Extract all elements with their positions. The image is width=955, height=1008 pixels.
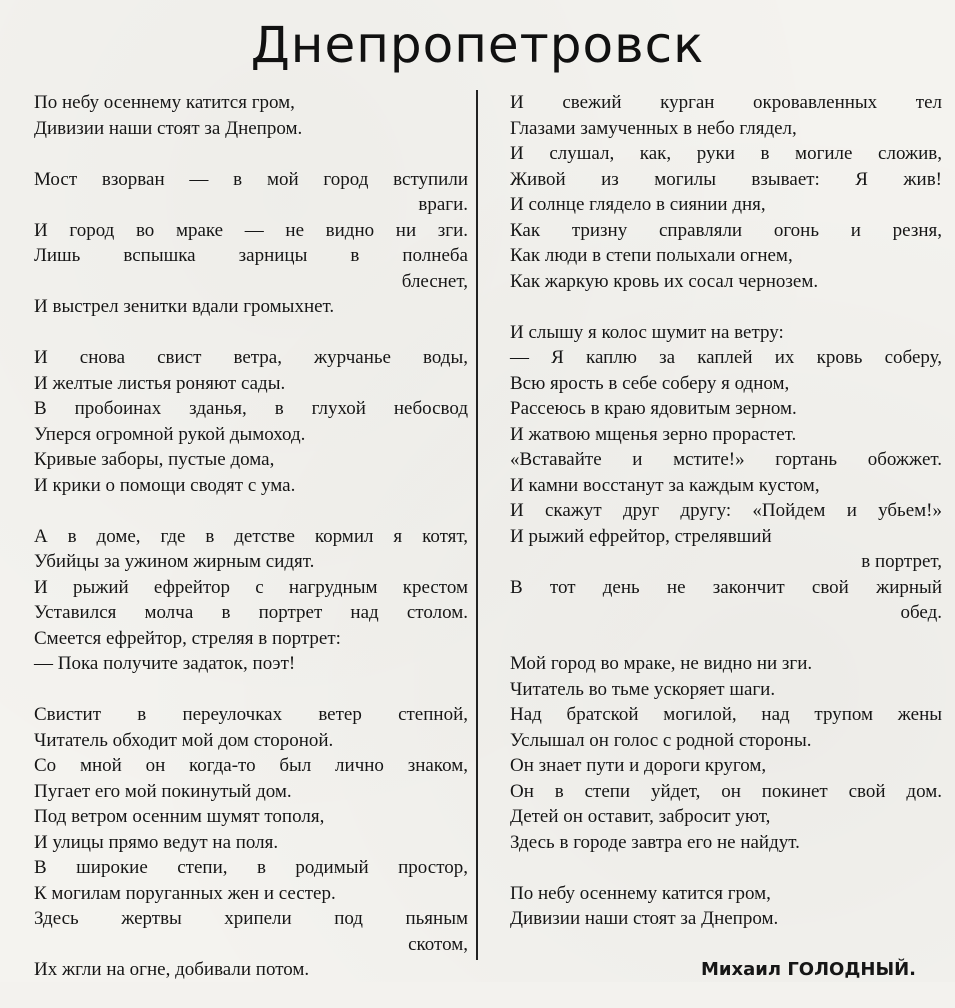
poem-line: И выстрел зенитки вдали громыхнет. [34,296,335,317]
poem-line: Под ветром осенним шумят тополя, [34,806,325,827]
poem-line: Он в степи уйдет, он покинет свой дом. [510,780,942,802]
poem-line: И слушал, как, руки в могиле сложив, [510,143,942,164]
poem-line: блеснет, [401,270,468,292]
poem-line: Мой город во мраке, не видно ни зги. [510,653,813,674]
poem-line: И рыжий ефрейтор с нагрудным крестом [34,576,468,598]
poem-line: Здесь жертвы хрипели под пьяным [34,908,468,929]
poem-line: Пугает его мой покинутый дом. [34,780,292,802]
poem-line: Со мной он когда-то был лично знаком, [34,755,468,776]
poem-title: Днепропетровск [250,16,705,74]
poem-line: враги. [418,194,468,215]
poem-line: Живой из могилы взывает: Я жив! [510,168,942,190]
poem-line: скотом, [408,933,468,955]
poem-line: Убийцы за ужином жирным сидят. [34,551,315,572]
column-divider [476,90,478,960]
poem-line: И крики о помощи сводят с ума. [34,474,296,496]
poem-line: И камни восстанут за каждым кустом, [510,474,820,496]
left-stanza [34,90,468,141]
poem-line: Услышал он голос с родной стороны. [510,729,812,751]
poem-line: — Я каплю за каплей их кровь соберу, [510,347,942,368]
poem-line: Смеется ефрейтор, стреляя в портрет: [34,627,341,649]
left-stanza [34,345,468,498]
poem-line: И желтые листья роняют сады. [34,372,286,394]
poem-line: Лишь вспышка зарницы в полнеба [34,245,468,266]
poem-line: В широкие степи, в родимый простор, [34,857,468,878]
poem-line: В пробоинах зданья, в глухой небосвод [34,398,468,419]
poem-line: Дивизии наши стоят за Днепром. [34,117,303,139]
author-signature: Михаил ГОЛОДНЫЙ. [700,959,916,980]
poem-line: И улицы прямо ведут на поля. [34,831,279,853]
poem-line: Дивизии наши стоят за Днепром. [510,908,779,929]
poem-line: Мост взорван — в мой город вступили [34,168,468,190]
poem-line: в портрет, [861,551,942,572]
poem-line: По небу осеннему катится гром, [510,882,771,904]
poem-line: И город во мраке — не видно ни зги. [34,219,468,241]
right-column [510,90,942,983]
poem-line: Как тризну справляли огонь и резня, [510,219,942,241]
poem-line: Здесь в городе завтра его не найдут. [510,831,800,853]
poem-line: «Вставайте и мстите!» гортань обожжет. [510,449,942,470]
poem-line: И рыжий ефрейтор, стрелявший [510,525,772,547]
poem-line: К могилам поруганных жен и сестер. [34,882,336,904]
poem-line: Всю ярость в себе соберу я одном, [510,372,790,394]
poem-line: И солнце глядело в сиянии дня, [510,194,766,215]
poem-line: И слышу я колос шумит на ветру: [510,321,784,343]
poem-line: — Пока получите задаток, поэт! [34,653,296,674]
poem-line: Читатель обходит мой дом стороной. [34,729,334,751]
poem-line: Глазами замученных в небо глядел, [510,117,797,139]
right-stanza [510,881,942,932]
right-stanza [510,320,942,626]
poem-line: Над братской могилой, над трупом жены [510,704,942,725]
poem-line: обед. [900,602,942,623]
poem-line: И жатвою мщенья зерно прорастет. [510,423,797,445]
poem-line: А в доме, где в детстве кормил я котят, [34,525,468,547]
poem-line: Детей он оставит, забросит уют, [510,806,771,827]
poem-line: Он знает пути и дороги кругом, [510,755,767,776]
poem-line: Уставился молча в портрет над столом. [34,602,468,623]
poem-line: Как жаркую кровь их сосал чернозем. [510,270,819,292]
poem-line: И снова свист ветра, журчанье воды, [34,347,468,368]
poem-line: Кривые заборы, пустые дома, [34,449,275,470]
poem-line: Читатель во тьме ускоряет шаги. [510,678,776,700]
left-stanza [34,702,468,983]
right-stanzas [510,90,942,932]
poem-line: И свежий курган окровавленных тел [510,92,942,113]
right-stanza [510,651,942,855]
poem-line: В тот день не закончит свой жирный [510,576,942,598]
left-stanza [34,167,468,320]
poem-line: Их жгли на огне, добивали потом. [34,959,310,980]
left-stanza [34,524,468,677]
poem-line: И скажут друг другу: «Пойдем и убьем!» [510,500,942,521]
poem-line: Уперся огромной рукой дымоход. [34,423,306,445]
poem-line: Свистит в переулочках ветер степной, [34,704,468,725]
poem-line: Рассеюсь в краю ядовитым зерном. [510,398,797,419]
poem-line: Как люди в степи полыхали огнем, [510,245,793,266]
right-stanza [510,90,942,294]
poem-line: По небу осеннему катится гром, [34,92,295,113]
left-column [34,90,468,1008]
